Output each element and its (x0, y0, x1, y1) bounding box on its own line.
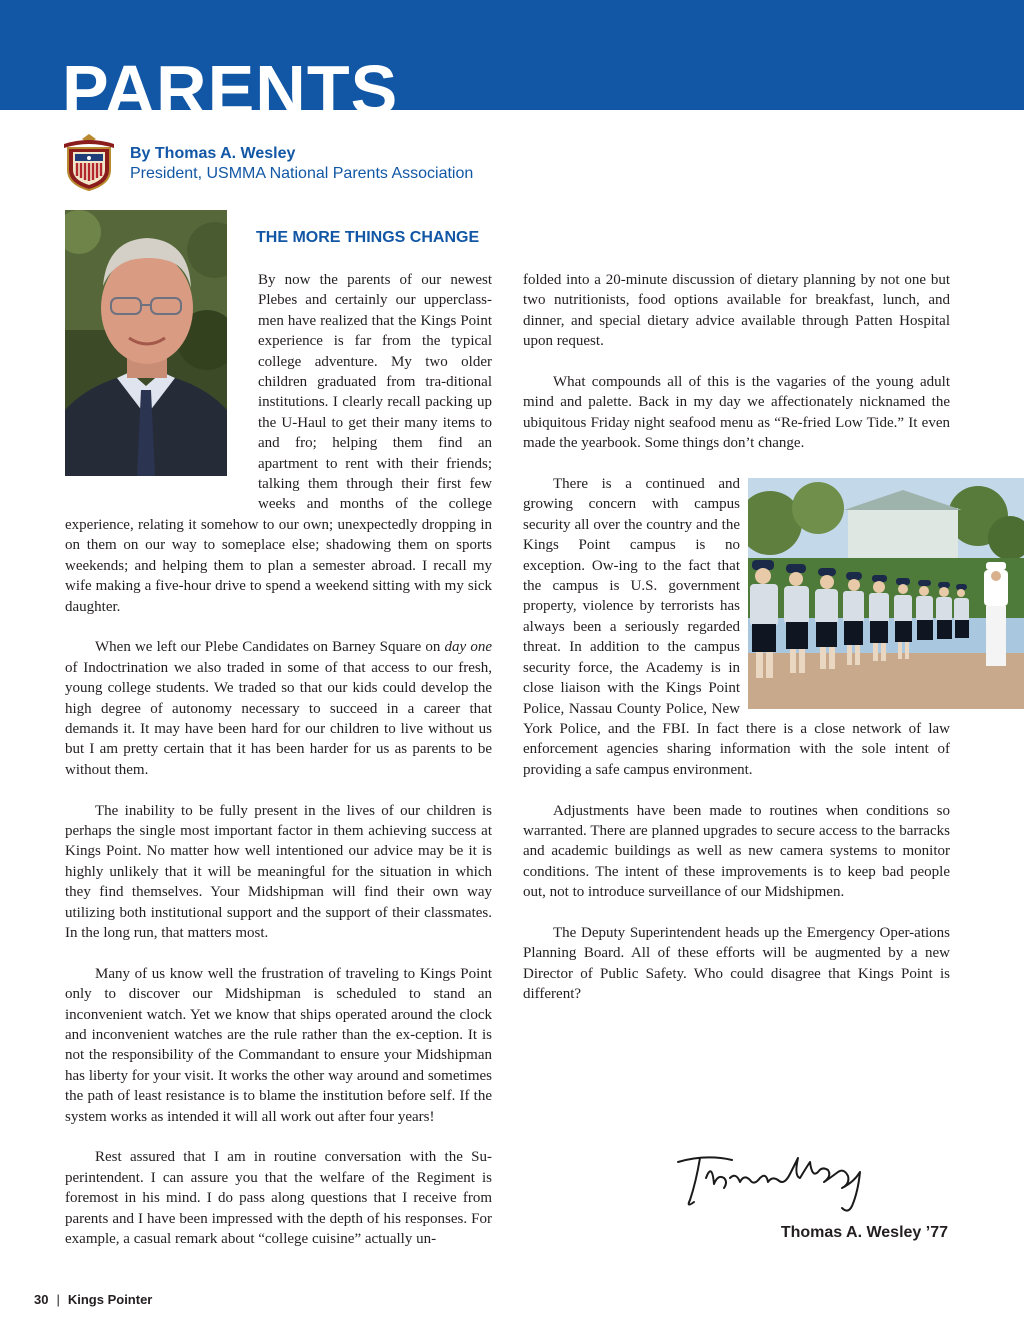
footer-separator: | (56, 1292, 60, 1307)
section-title: PARENTS (62, 51, 399, 129)
byline (130, 144, 473, 184)
byline-role: President, USMMA National Parents Association (130, 165, 474, 182)
byline-author: By Thomas A. Wesley (130, 145, 296, 162)
parents-association-seal-icon (60, 132, 118, 192)
paragraph: The inability to be fully present in the lives of our children is perhaps the single most important factor in them achieving success at Kings Point. No matter how well intentioned our advice may be it is highly unlikely that it will be meaningful for the situation in which they find themselves. Your Midshipman will find their own way utilizing both institutional support and the support of their classmates. In the long run, that matters most. (65, 802, 492, 941)
paragraph: By now the parents of our newest Plebes and certainly our upperclass-men have realized that the Kings Point experience is far from the typical college adventure. My two older children graduated from tra-ditional institutions. I clearly recall packing up the U-Haul to get their many items to and fro; helping them find an apartment to rent with their friends; talking them through their first few weeks and months of the college experience, relating it somehow to our own; unexpectedly dropping in on them on our way to someplace else; shadowing them on sports weekends; and helping them to plan a semester abroad. I recall my wife making a five-hour drive to spend a weekend sitting with my sick daughter. (65, 272, 492, 615)
page-number: 30 (34, 1292, 49, 1307)
paragraph: Many of us know well the frustration of traveling to Kings Point only to discover our Midshipman is scheduled to stand an inconvenient watch. Yet we know that ships operated around the clock and inconvenient watches are the rule rather than the ex-ception. It is not the responsibility of the Commandant to ensure your Midshipman has liberty for your visit. It works the other way around and sometimes the path of least resistance is to blame the institution before self. If the system works as intended it will all work out after four years! (65, 965, 492, 1125)
paragraph: Adjustments have been made to routines when conditions so warranted. There are planned upgrades to secure access to the barracks and academic buildings as well as new camera systems to monitor conditions. The intent of these improvements is to keep bad people out, not to introduce surveillance of our Midshipmen. (523, 802, 950, 901)
left-column (65, 270, 492, 1270)
midshipmen-parade-photo (748, 478, 1024, 709)
article-headline: THE MORE THINGS CHANGE (256, 229, 480, 246)
paragraph: There is a continued and growing concern with campus security all over the country and the Kings Point campus is no exception. Ow-ing to the fact that the campus is U.S. government property, violence by terrorists has always been a seriously regarded threat. In addition to the campus security force, the Academy is in close liaison with the Kings Point Police, Nassau County Police, New York Police, and the FBI. In fact there is a close network of law enforcement agencies sharing information with the sole intent of providing a safe campus environment. (523, 476, 950, 778)
paragraph: When we left our Plebe Candidates on Barney Square on day one of Indoctrination we also traded in some of that access to our fresh, young college students. We traded so that our kids could develop the high degree of autonomy necessary to succeed in a career that demands it. It may have been hard for our children to live without us but I am pretty certain that it has been harder for us as parents to be without them. (65, 639, 492, 778)
paragraph: Rest assured that I am in routine conversation with the Su-perintendent. I can assure you that the welfare of the Regiment is foremost in his mind. I do pass along questions that I receive from parents and I have been impressed with the depth of his responses. For example, a casual remark about “college cuisine” actually un- (65, 1149, 492, 1248)
author-signature (672, 1148, 872, 1216)
paragraph: What compounds all of this is the vagaries of the young adult mind and palette. Back in my day we affectionately nicknamed the ubiquitous Friday night seafood menu as “Re-fried Low Tide.” It even made the yearbook. Some things don’t change. (523, 374, 950, 452)
header-banner (0, 0, 1024, 129)
right-column (523, 270, 950, 1025)
signature-name: Thomas A. Wesley ’77 (780, 1224, 948, 1241)
paragraph: The Deputy Superintendent heads up the Emergency Oper-ations Planning Board. All of these efforts will be augmented by a new Director of Public Safety. Who could disagree that Kings Point is different? (523, 924, 950, 1003)
publication-name: Kings Pointer (67, 1292, 153, 1307)
paragraph: folded into a 20-minute discussion of dietary planning by not one but two nutritionists, food options available for breakfast, lunch, and dinner, and special dietary advice available through Patten Hospital upon request. (523, 272, 950, 350)
page-footer (34, 1292, 152, 1307)
